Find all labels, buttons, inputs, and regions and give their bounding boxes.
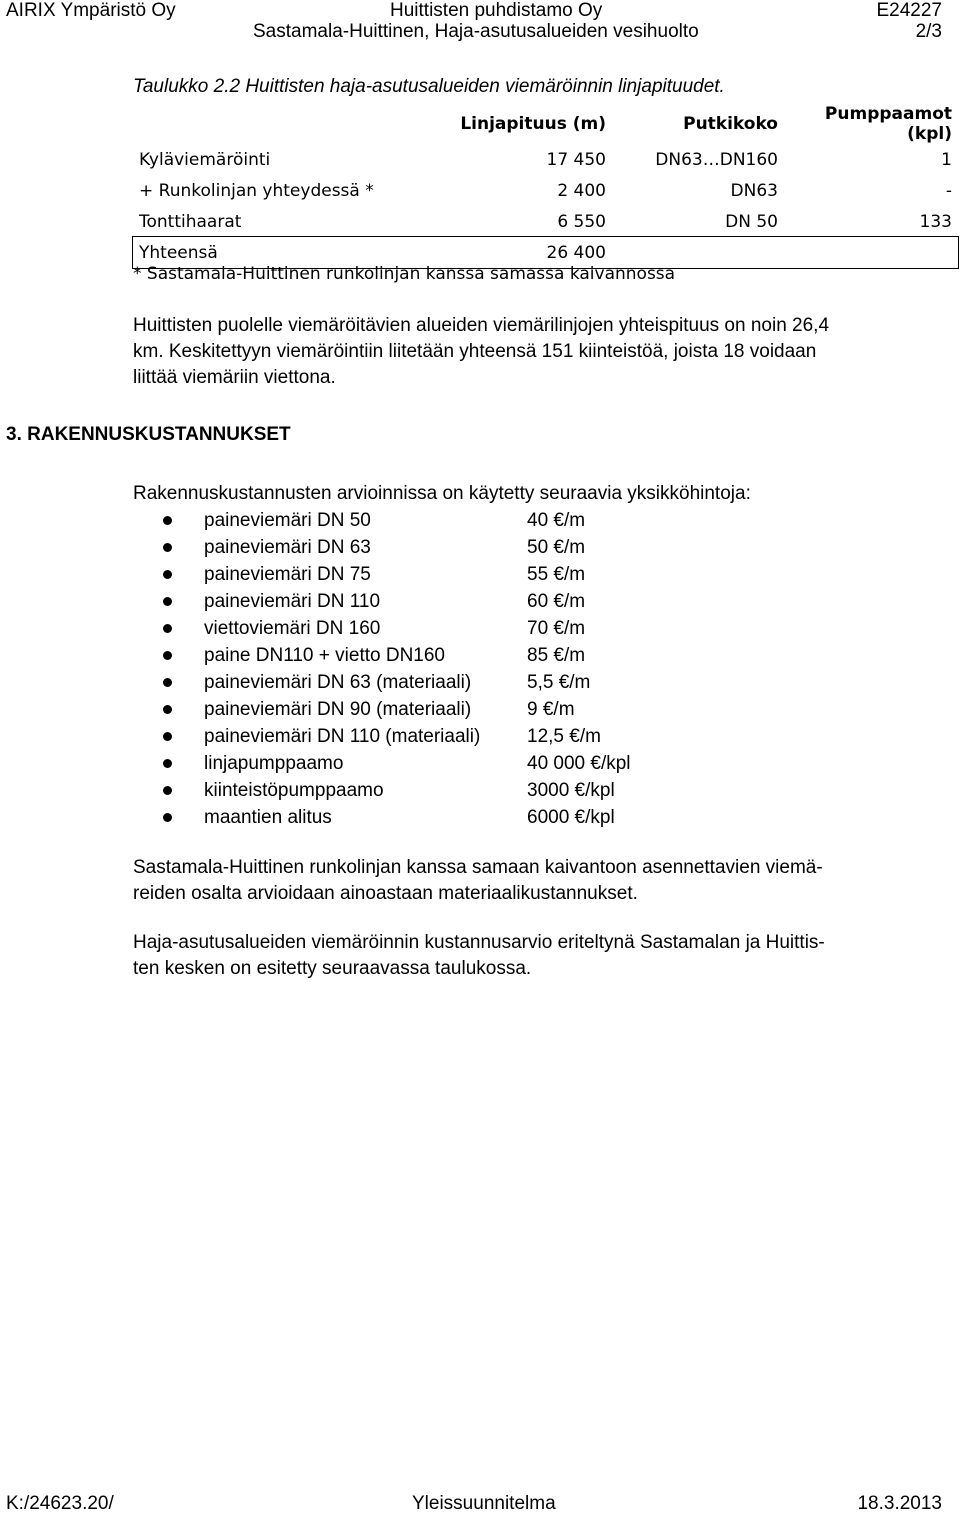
bullet-icon [163, 516, 172, 525]
paragraph-line: liittää viemäriin viettona. [133, 367, 336, 388]
table-row [133, 206, 958, 237]
table-cell: DN 50 [725, 211, 778, 232]
table-cell: 133 [919, 211, 952, 232]
table-cell: Tonttihaarat [139, 211, 242, 232]
cost-price: 40 €/m [527, 510, 586, 531]
table-header-row [133, 104, 958, 144]
bullet-icon [163, 705, 172, 714]
paragraph-line: reiden osalta arvioidaan ainoastaan materiaalikustannukset. [133, 883, 638, 904]
cost-price: 9 €/m [527, 699, 575, 720]
bullet-icon [163, 732, 172, 741]
cost-price: 50 €/m [527, 537, 586, 558]
table-cell: DN63…DN160 [655, 149, 778, 170]
footer-doc-type: Yleissuunnitelma [412, 1493, 556, 1514]
company-name: AIRIX Ympäristö Oy [6, 0, 176, 21]
table-header-blank [133, 104, 390, 144]
table-cell: 17 450 [546, 149, 606, 170]
table-row [133, 144, 958, 175]
cost-price: 70 €/m [527, 618, 586, 639]
paragraph-line: ten kesken on esitetty seuraavassa taulukossa. [133, 958, 532, 979]
client-name: Huittisten puhdistamo Oy [390, 0, 603, 21]
bullet-icon [163, 624, 172, 633]
footer-date: 18.3.2013 [857, 1493, 942, 1514]
cost-price: 85 €/m [527, 645, 586, 666]
section-heading: 3. RAKENNUSKUSTANNUKSET [6, 424, 291, 445]
paragraph-line: Haja-asutusalueiden viemäröinnin kustannusarvio eriteltynä Sastamalan ja Huittis- [133, 932, 825, 953]
table-header-pipe-size: Putkikoko [683, 114, 778, 134]
table-cell: + Runkolinjan yhteydessä * [139, 180, 374, 201]
bullet-icon [163, 597, 172, 606]
cost-price: 60 €/m [527, 591, 586, 612]
table-cell: Yhteensä [139, 242, 218, 263]
cost-item: linjapumppaamo [204, 753, 344, 774]
bullet-icon [163, 759, 172, 768]
bullet-icon [163, 651, 172, 660]
paragraph-line: Huittisten puolelle viemäröitävien alueiden viemärilinjojen yhteispituus on noin 26,4 [133, 315, 830, 336]
bullet-icon [163, 570, 172, 579]
table-cell [784, 237, 958, 268]
table-footnote: * Sastamala-Huittinen runkolinjan kanssa samassa kaivannossa [133, 264, 676, 284]
cost-price: 55 €/m [527, 564, 586, 585]
cost-price: 40 000 €/kpl [527, 753, 631, 774]
cost-price: 6000 €/kpl [527, 807, 615, 828]
pipe-length-table [133, 104, 958, 268]
project-code: E24227 [876, 0, 942, 21]
cost-item: paineviemäri DN 63 [204, 537, 371, 558]
cost-item: paineviemäri DN 75 [204, 564, 371, 585]
table-cell: 6 550 [557, 211, 606, 232]
footer-path: K:/24623.20/ [6, 1493, 114, 1514]
cost-item: paineviemäri DN 63 (materiaali) [204, 672, 472, 693]
table-cell: - [945, 180, 952, 201]
bullet-icon [163, 813, 172, 822]
table-cell: Kyläviemäröinti [139, 149, 271, 170]
bullet-icon [163, 543, 172, 552]
bullet-icon [163, 678, 172, 687]
table-caption: Taulukko 2.2 Huittisten haja-asutusalueiden viemäröinnin linjapituudet. [133, 76, 725, 97]
paragraph-line: Sastamala-Huittinen runkolinjan kanssa samaan kaivantoon asennettavien viemä- [133, 857, 823, 878]
cost-item: kiinteistöpumppaamo [204, 780, 384, 801]
table-header-length: Linjapituus (m) [460, 114, 606, 134]
costs-intro: Rakennuskustannusten arvioinnissa on käytetty seuraavia yksikköhintoja: [133, 483, 751, 504]
paragraph-line: km. Keskitettyyn viemäröintiin liitetään yhteensä 151 kiinteistöä, joista 18 voidaan [133, 341, 817, 362]
cost-price: 5,5 €/m [527, 672, 591, 693]
cost-item: paineviemäri DN 90 (materiaali) [204, 699, 472, 720]
table-header-pumps: Pumppaamot (kpl) [824, 104, 952, 144]
table-row [133, 175, 958, 206]
cost-item: paineviemäri DN 110 (materiaali) [204, 726, 481, 747]
cost-item: paine DN110 + vietto DN160 [204, 645, 445, 666]
cost-item: paineviemäri DN 50 [204, 510, 371, 531]
cost-item: maantien alitus [204, 807, 332, 828]
bullet-icon [163, 786, 172, 795]
page-number: 2/3 [915, 21, 942, 42]
table-cell: DN63 [730, 180, 778, 201]
document-subtitle: Sastamala-Huittinen, Haja-asutusalueiden vesihuolto [253, 21, 699, 42]
cost-item: paineviemäri DN 110 [204, 591, 381, 612]
table-cell: 26 400 [546, 242, 606, 263]
cost-price: 3000 €/kpl [527, 780, 615, 801]
cost-item: viettoviemäri DN 160 [204, 618, 381, 639]
cost-price: 12,5 €/m [527, 726, 601, 747]
table-cell: 1 [941, 149, 952, 170]
table-cell: 2 400 [557, 180, 606, 201]
